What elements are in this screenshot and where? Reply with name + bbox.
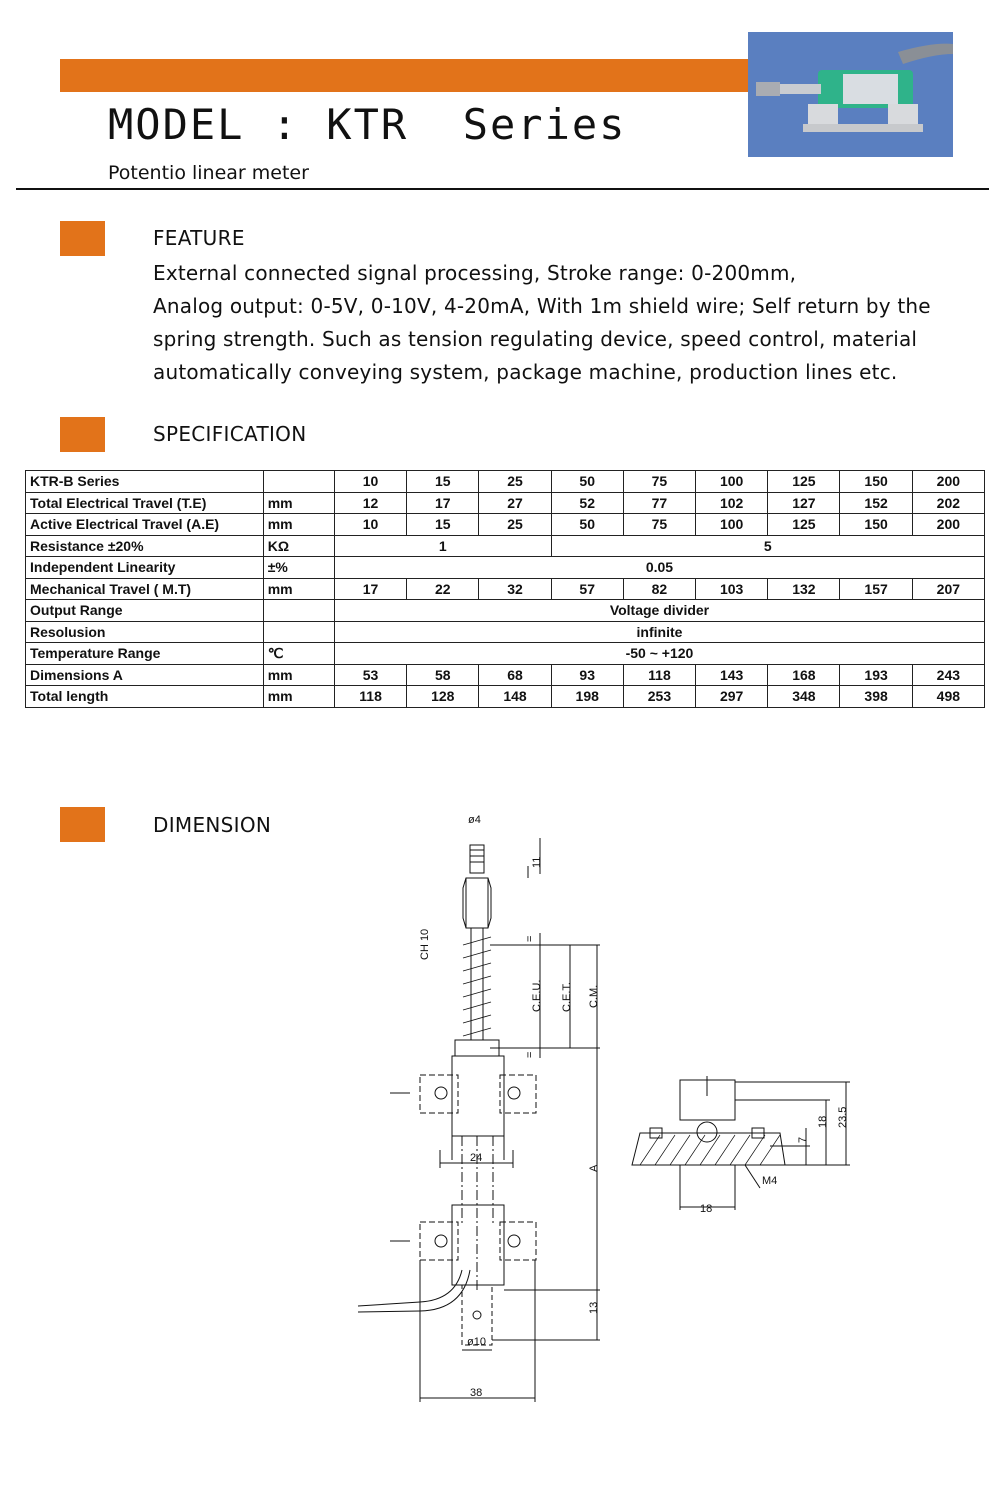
dimension-drawing — [340, 805, 900, 1405]
dimension-heading: DIMENSION — [153, 813, 272, 837]
dim-label: = — [524, 1051, 536, 1058]
table-cell: 132 — [768, 578, 840, 600]
page-subtitle: Potentio linear meter — [108, 162, 309, 184]
dim-label: CH 10 — [419, 928, 431, 960]
row-unit: mm — [263, 578, 334, 600]
table-cell: 498 — [912, 686, 984, 708]
table-cell: 102 — [696, 492, 768, 514]
dimension-drawing-svg — [340, 805, 900, 1405]
table-cell: 125 — [768, 514, 840, 536]
table-cell: 25 — [479, 514, 551, 536]
table-cell: 202 — [912, 492, 984, 514]
row-unit — [263, 621, 334, 643]
row-unit: mm — [263, 686, 334, 708]
table-cell: 148 — [479, 686, 551, 708]
row-unit: mm — [263, 664, 334, 686]
table-cell: 348 — [768, 686, 840, 708]
feature-line: External connected signal processing, Stroke range: 0-200mm, — [153, 261, 797, 285]
table-cell: 93 — [551, 664, 623, 686]
table-row — [26, 557, 985, 579]
table-cell: 152 — [840, 492, 912, 514]
table-cell: 157 — [840, 578, 912, 600]
table-cell: 198 — [551, 686, 623, 708]
dim-label: 24 — [470, 1152, 483, 1164]
dim-label: 18 — [700, 1203, 713, 1215]
table-cell: 68 — [479, 664, 551, 686]
table-cell: 17 — [334, 578, 406, 600]
table-cell: 17 — [407, 492, 479, 514]
table-cell: 243 — [912, 664, 984, 686]
table-cell: 150 — [840, 514, 912, 536]
table-cell: 1 — [334, 535, 551, 557]
feature-line: spring strength. Such as tension regulating device, speed control, material — [153, 327, 918, 351]
table-cell: 50 — [551, 514, 623, 536]
table-cell: 207 — [912, 578, 984, 600]
feature-line: automatically conveying system, package machine, production lines etc. — [153, 360, 898, 384]
table-cell: 143 — [696, 664, 768, 686]
table-cell: 15 — [407, 471, 479, 493]
table-cell: 200 — [912, 514, 984, 536]
table-cell: 27 — [479, 492, 551, 514]
table-cell: -50 ~ +120 — [334, 643, 984, 665]
table-cell: 193 — [840, 664, 912, 686]
table-cell: 32 — [479, 578, 551, 600]
table-cell: 82 — [623, 578, 695, 600]
dim-label: 38 — [470, 1387, 483, 1399]
dim-label: M4 — [762, 1175, 778, 1187]
feature-marker — [60, 221, 105, 256]
table-row — [26, 621, 985, 643]
header-divider — [16, 188, 989, 190]
table-cell: 77 — [623, 492, 695, 514]
specification-table — [25, 470, 985, 708]
table-cell: 12 — [334, 492, 406, 514]
table-cell: Voltage divider — [334, 600, 984, 622]
dim-label: A — [588, 1164, 600, 1172]
row-unit: mm — [263, 492, 334, 514]
table-row — [26, 686, 985, 708]
dim-label: 7 — [797, 1136, 809, 1143]
table-cell: 200 — [912, 471, 984, 493]
dim-label: 23.5 — [837, 1106, 849, 1128]
row-label: Independent Linearity — [26, 557, 264, 579]
dim-label: 18 — [817, 1115, 829, 1128]
row-label: Resistance ±20% — [26, 535, 264, 557]
table-row — [26, 471, 985, 493]
table-cell: 15 — [407, 514, 479, 536]
row-unit: ±% — [263, 557, 334, 579]
table-cell: 253 — [623, 686, 695, 708]
row-unit — [263, 600, 334, 622]
table-cell: 10 — [334, 471, 406, 493]
feature-line: Analog output: 0-5V, 0-10V, 4-20mA, With 1m shield wire; Self return by the — [153, 294, 931, 318]
table-row — [26, 535, 985, 557]
table-row — [26, 514, 985, 536]
row-unit: ℃ — [263, 643, 334, 665]
row-label: Total length — [26, 686, 264, 708]
header-accent-bar — [60, 59, 760, 92]
specification-marker — [60, 417, 105, 452]
dim-label: 11 — [531, 856, 543, 868]
feature-description — [153, 257, 963, 389]
table-row — [26, 664, 985, 686]
dim-label: C.E.T. — [561, 982, 573, 1012]
table-cell: 103 — [696, 578, 768, 600]
dim-label: 13 — [588, 1301, 600, 1314]
row-unit — [263, 471, 334, 493]
table-cell: 100 — [696, 471, 768, 493]
table-cell: 75 — [623, 471, 695, 493]
dimension-marker — [60, 807, 105, 842]
table-cell: 118 — [334, 686, 406, 708]
table-cell: 50 — [551, 471, 623, 493]
table-row — [26, 492, 985, 514]
specification-heading: SPECIFICATION — [153, 422, 307, 446]
table-cell: 25 — [479, 471, 551, 493]
table-cell: 297 — [696, 686, 768, 708]
table-cell: 10 — [334, 514, 406, 536]
table-cell: 150 — [840, 471, 912, 493]
table-cell: 398 — [840, 686, 912, 708]
dim-label: C.M. — [588, 984, 600, 1008]
row-label: Mechanical Travel ( M.T) — [26, 578, 264, 600]
dim-label: C.E.U. — [531, 979, 543, 1012]
table-row — [26, 600, 985, 622]
row-label: Total Electrical Travel (T.E) — [26, 492, 264, 514]
table-cell: 128 — [407, 686, 479, 708]
table-cell: 118 — [623, 664, 695, 686]
table-row — [26, 643, 985, 665]
table-cell: infinite — [334, 621, 984, 643]
table-cell: 125 — [768, 471, 840, 493]
page-title: MODEL : KTR Series — [108, 100, 627, 149]
row-label: Dimensions A — [26, 664, 264, 686]
table-cell: 57 — [551, 578, 623, 600]
table-cell: 100 — [696, 514, 768, 536]
table-cell: 168 — [768, 664, 840, 686]
row-label: Temperature Range — [26, 643, 264, 665]
table-cell: 52 — [551, 492, 623, 514]
dim-label: ø4 — [468, 814, 481, 826]
row-label: Output Range — [26, 600, 264, 622]
feature-heading: FEATURE — [153, 226, 245, 250]
row-unit: mm — [263, 514, 334, 536]
table-cell: 127 — [768, 492, 840, 514]
dim-label: = — [524, 935, 536, 942]
dim-label: ø10 — [467, 1336, 486, 1348]
table-cell: 53 — [334, 664, 406, 686]
table-cell: 75 — [623, 514, 695, 536]
row-label: Resolusion — [26, 621, 264, 643]
table-cell: 22 — [407, 578, 479, 600]
row-label: Active Electrical Travel (A.E) — [26, 514, 264, 536]
row-unit: KΩ — [263, 535, 334, 557]
table-row — [26, 578, 985, 600]
table-cell: 58 — [407, 664, 479, 686]
product-photo — [748, 32, 953, 157]
row-label: KTR-B Series — [26, 471, 264, 493]
table-cell: 0.05 — [334, 557, 984, 579]
table-cell: 5 — [551, 535, 984, 557]
